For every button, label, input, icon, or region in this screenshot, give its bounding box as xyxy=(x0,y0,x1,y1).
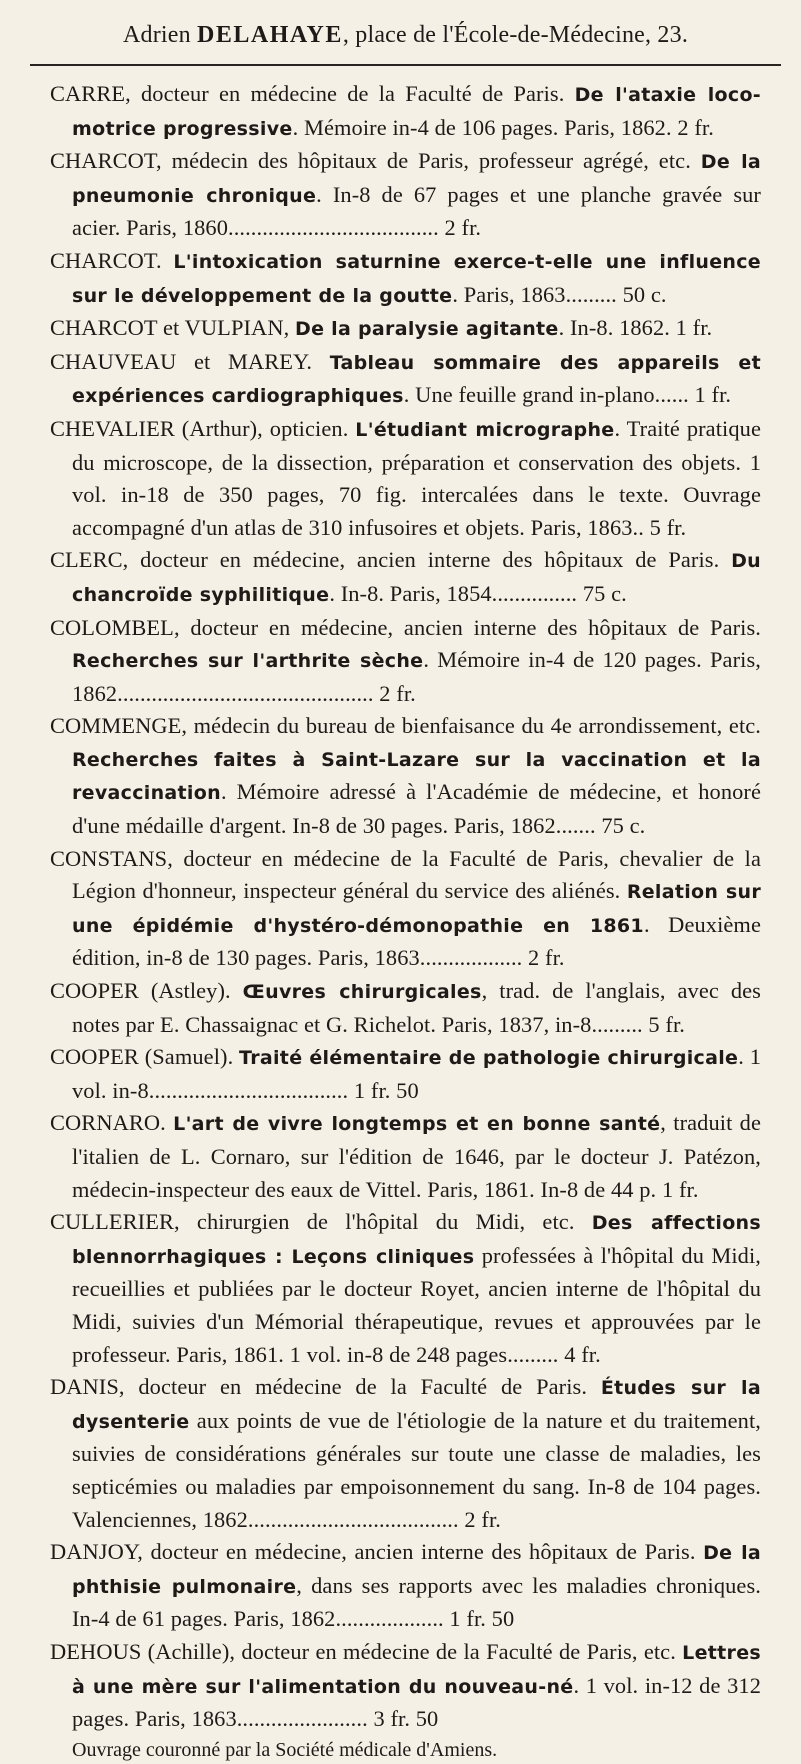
catalogue-entry xyxy=(50,145,761,245)
entry-title: De la phthisie pulmonaire xyxy=(72,1542,762,1598)
entry-title: Recherches faites à Saint-Lazare sur la vaccination et la revaccination xyxy=(72,748,761,805)
entry-title: Traité élémentaire de pathologie chirurgicale xyxy=(239,1047,739,1070)
entry-author: CHAUVEAU et MAREY. xyxy=(50,348,330,374)
entry-details: . In-8. 1862. 1 fr. xyxy=(558,315,713,341)
entry-author: DANJOY, docteur en médecine, ancien interne des hôpitaux de Paris. xyxy=(50,1539,704,1565)
entry-author: COOPER (Samuel). xyxy=(50,1044,240,1070)
entry-details: , traduit de l'italien de L. Cornaro, sur l'édition de 1646, par le docteur J. Patézon, médecin-inspecteur des eaux de Vittel. Paris, 1861. In-8 de 44 p. 1 fr. xyxy=(72,1110,762,1202)
entry-title: L'intoxication saturnine exerce-t-elle une influence sur le développement de la goutte xyxy=(72,250,761,307)
entry-author: CHARCOT, médecin des hôpitaux de Paris, professeur agrégé, etc. xyxy=(50,148,701,174)
entry-footnote: Ouvrage couronné par la Société médicale d'Amiens. xyxy=(72,1738,498,1761)
catalogue-entry xyxy=(50,413,761,544)
catalogue-entry xyxy=(50,612,761,711)
entry-details: , dans ses rapports avec les maladies chroniques. In-4 de 61 pages. Paris, 1862................... 1 fr. 50 xyxy=(72,1572,761,1632)
entry-details: aux points de vue de l'étiologie de la nature et du traitement, suivies de considérations générales sur toute une classe de maladies, les septicémies ou maladies par empoisonnement du sang. In-8 de 104 pages. Valenciennes, 1862..................................... 2 fr. xyxy=(72,1407,761,1532)
catalogue-entry xyxy=(50,1371,761,1536)
entry-title: Du chancroïde syphilitique xyxy=(72,550,761,606)
entry-author: COOPER (Astley). xyxy=(50,978,243,1004)
entry-details: . In-8. Paris, 1854............... 75 c. xyxy=(329,580,627,606)
entry-author: CULLERIER, chirurgien de l'hôpital du Midi, etc. xyxy=(50,1209,592,1235)
entry-details: professées à l'hôpital du Midi, recueillies et publiées par le docteur Royet, ancien interne de l'hôpital du Midi, suivies d'un Mémorial thérapeutique, revues et approuvées par le professeur. Paris, 1861. 1 vol. in-8 de 248 pages......... 4 fr. xyxy=(72,1242,761,1367)
entry-author: DEHOUS (Achille), docteur en médecine de la Faculté de Paris, etc. xyxy=(50,1638,683,1664)
page-header xyxy=(30,18,781,52)
entry-title: Relation sur une épidémie d'hystéro-démonopathie en 1861 xyxy=(72,881,761,937)
entry-title: Recherches sur l'arthrite sèche xyxy=(72,650,424,673)
catalogue-entry xyxy=(50,346,761,413)
entry-details: . Traité pratique du microscope, de la dissection, préparation et conservation des objets. 1 vol. in-18 de 350 pages, 70 fig. intercalées dans le texte. Ouvrage accompagné d'un atlas de 310 infusoires et objets. Paris, 1863.. 5 fr. xyxy=(72,415,761,540)
entry-title: Études sur la dysenterie xyxy=(72,1377,761,1433)
catalogue-entry xyxy=(50,312,761,346)
entry-details: . Une feuille grand in-plano...... 1 fr. xyxy=(403,382,732,408)
catalogue-entry xyxy=(50,1041,761,1107)
entry-author: CHARCOT et VULPIAN, xyxy=(50,315,295,341)
catalogue-entry xyxy=(50,245,761,312)
entry-details: . 1 vol. in-8................................... 1 fr. 50 xyxy=(72,1044,761,1103)
catalogue-entry xyxy=(50,975,761,1041)
entry-author: COLOMBEL, docteur en médecine, ancien interne des hôpitaux de Paris. xyxy=(50,614,761,640)
entry-author: CORNARO. xyxy=(50,1110,174,1136)
entry-author: CHEVALIER (Arthur), opticien. xyxy=(50,415,356,441)
catalogue-entry xyxy=(50,1107,761,1206)
entry-author: CONSTANS, docteur en médecine de la Faculté de Paris, chevalier de la Légion d'honneur, inspecteur général du service des aliénés. xyxy=(50,845,761,904)
entry-title: Œuvres chirurgicales xyxy=(242,981,482,1004)
entry-details: . 1 vol. in-12 de 312 pages. Paris, 1863....................... 3 fr. 50 xyxy=(72,1672,761,1732)
entry-title: Des affections blennorrhagiques : Leçons cliniques xyxy=(72,1212,761,1268)
entry-title: Lettres à une mère sur l'alimentation du nouveau-né xyxy=(72,1641,761,1698)
entry-title: De la paralysie agitante xyxy=(295,318,559,341)
entry-details: . In-8 de 67 pages et une planche gravée sur acier. Paris, 1860..................................... 2 fr. xyxy=(72,181,761,241)
catalogue-entry xyxy=(50,78,761,145)
entry-author: CHARCOT. xyxy=(50,247,174,273)
catalogue-entries xyxy=(50,78,761,1764)
entry-details: . Deuxième édition, in-8 de 130 pages. Paris, 1863.................. 2 fr. xyxy=(72,911,761,971)
entry-author: CLERC, docteur en médecine, ancien interne des hôpitaux de Paris. xyxy=(50,547,732,573)
entry-details: , trad. de l'anglais, avec des notes par E. Chassaignac et G. Richelot. Paris, 1837, in-8......... 5 fr. xyxy=(72,978,761,1037)
entry-author: CARRE, docteur en médecine de la Faculté de Paris. xyxy=(50,81,575,106)
entry-details: . Mémoire in-4 de 106 pages. Paris, 1862. 2 fr. xyxy=(292,114,714,140)
entry-details: . Paris, 1863......... 50 c. xyxy=(452,281,667,307)
catalogue-entry xyxy=(50,544,761,611)
catalogue-entry xyxy=(50,1636,761,1736)
publisher-surname: DELAHAYE xyxy=(197,22,343,48)
header-rule xyxy=(30,64,781,66)
entry-details: . Mémoire in-4 de 120 pages. Paris, 1862............................................. 2 fr. xyxy=(72,647,761,706)
entry-title: De la pneumonie chronique xyxy=(72,151,761,207)
entry-title: L'art de vivre longtemps et en bonne santé xyxy=(173,1113,661,1136)
publisher-address: , place de l'École-de-Médecine, 23. xyxy=(342,22,689,48)
catalogue-entry xyxy=(50,1536,761,1636)
entry-title: De l'ataxie loco-motrice progressive xyxy=(72,84,761,140)
entry-title: L'étudiant micrographe xyxy=(355,418,615,441)
catalogue-entry xyxy=(50,1206,761,1371)
publisher-first-name: Adrien xyxy=(122,22,198,48)
catalogue-entry xyxy=(50,843,761,975)
entry-details: . Mémoire adressé à l'Académie de médecine, et honoré d'une médaille d'argent. In-8 de 30 pages. Paris, 1862....... 75 c. xyxy=(72,779,761,839)
entry-title: Tableau sommaire des appareils et expériences cardiographiques xyxy=(72,351,761,408)
catalogue-entry xyxy=(50,710,761,842)
entry-author: DANIS, docteur en médecine de la Faculté de Paris. xyxy=(50,1374,601,1400)
entry-author: COMMENGE, médecin du bureau de bienfaisance du 4e arrondissement, etc. xyxy=(50,713,761,739)
